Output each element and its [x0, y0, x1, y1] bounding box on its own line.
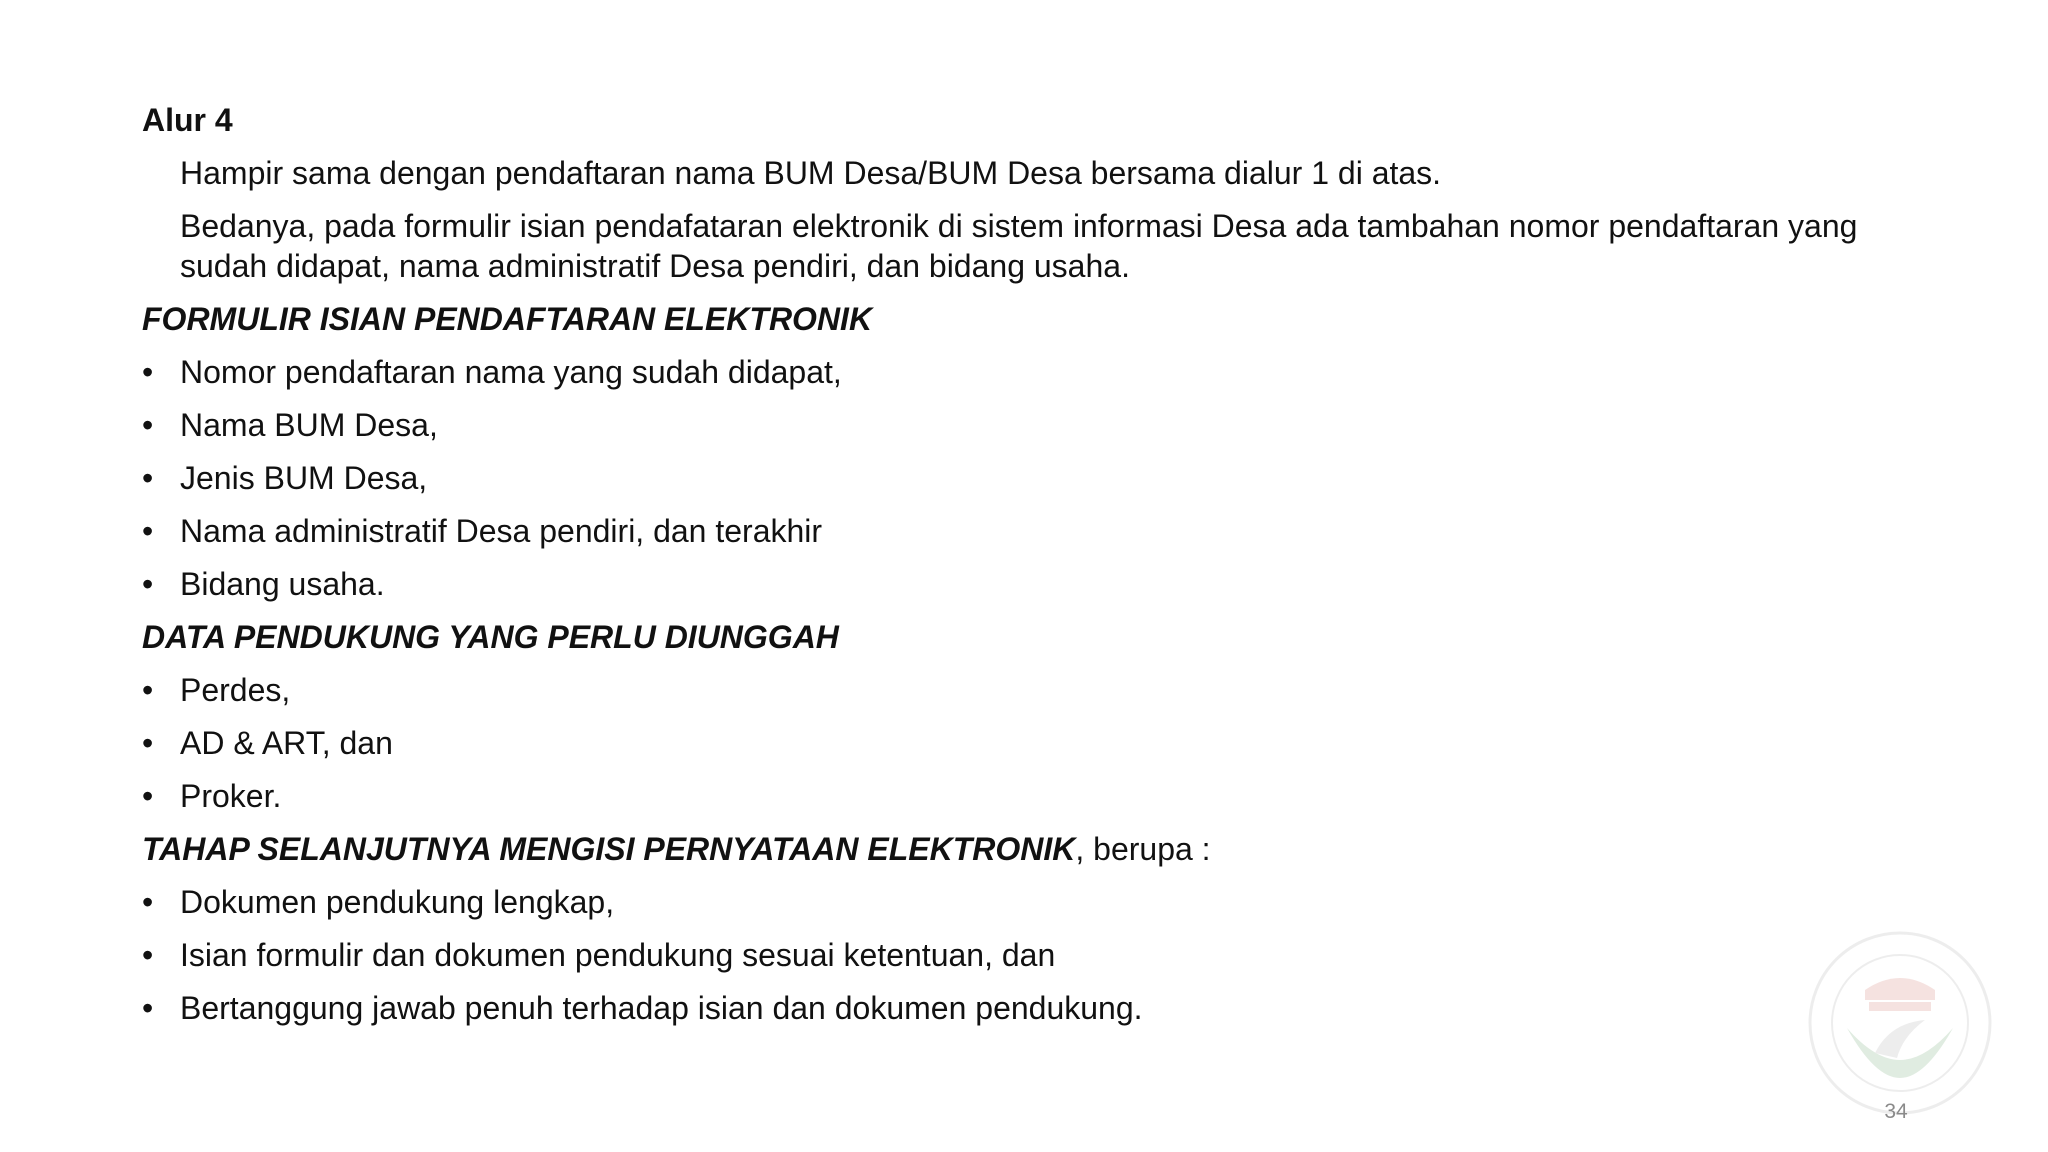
- list-item-text: Nama BUM Desa,: [180, 407, 438, 443]
- section-tahap-title: TAHAP SELANJUTNYA MENGISI PERNYATAAN ELEKTRONIK: [142, 831, 1076, 867]
- bullet-icon: •: [142, 778, 154, 814]
- list-item: [142, 352, 1902, 392]
- intro-paragraph-2: Bedanya, pada formulir isian pendafataran elektronik di sistem informasi Desa ada tambahan nomor pendaftaran yang sudah didapat, nama administratif Desa pendiri, dan bidang usaha.: [180, 208, 1858, 284]
- bullet-icon: •: [142, 990, 154, 1026]
- list-item-text: Proker.: [180, 778, 282, 814]
- section-data-title: DATA PENDUKUNG YANG PERLU DIUNGGAH: [142, 619, 839, 655]
- list-item: [142, 405, 1902, 445]
- bullet-icon: •: [142, 672, 154, 708]
- bullet-icon: •: [142, 937, 154, 973]
- page-number: 34: [1884, 1100, 1908, 1123]
- list-item: [142, 988, 1902, 1028]
- bullet-icon: •: [142, 354, 154, 390]
- heading-alur: Alur 4: [142, 102, 233, 138]
- list-item: [142, 458, 1902, 498]
- list-item: [142, 670, 1902, 710]
- list-item: [142, 935, 1902, 975]
- list-item-text: Dokumen pendukung lengkap,: [180, 884, 615, 920]
- list-item-text: Jenis BUM Desa,: [180, 460, 428, 496]
- list-item: [142, 564, 1902, 604]
- bullet-icon: •: [142, 407, 154, 443]
- section-formulir-title: FORMULIR ISIAN PENDAFTARAN ELEKTRONIK: [142, 301, 873, 337]
- list-item: [142, 723, 1902, 763]
- list-item-text: Bidang usaha.: [180, 566, 385, 602]
- list-item-text: AD & ART, dan: [180, 725, 393, 761]
- section-tahap-heading: [142, 829, 1902, 869]
- list-item: [142, 776, 1902, 816]
- list-item-text: Nama administratif Desa pendiri, dan terakhir: [180, 513, 823, 549]
- section-tahap-suffix: , berupa :: [1075, 831, 1211, 867]
- bullet-icon: •: [142, 884, 154, 920]
- bullet-icon: •: [142, 460, 154, 496]
- slide-content: [142, 100, 1902, 1041]
- list-item-text: Nomor pendaftaran nama yang sudah didapat,: [180, 354, 842, 390]
- ministry-seal-icon: [1805, 928, 1995, 1118]
- list-item-text: Isian formulir dan dokumen pendukung sesuai ketentuan, dan: [180, 937, 1056, 973]
- bullet-icon: •: [142, 566, 154, 602]
- list-item-text: Bertanggung jawab penuh terhadap isian dan dokumen pendukung.: [180, 990, 1143, 1026]
- bullet-icon: •: [142, 725, 154, 761]
- list-item: [142, 511, 1902, 551]
- list-item: [142, 882, 1902, 922]
- intro-paragraph-1: Hampir sama dengan pendaftaran nama BUM Desa/BUM Desa bersama dialur 1 di atas.: [180, 155, 1442, 191]
- list-item-text: Perdes,: [180, 672, 291, 708]
- bullet-icon: •: [142, 513, 154, 549]
